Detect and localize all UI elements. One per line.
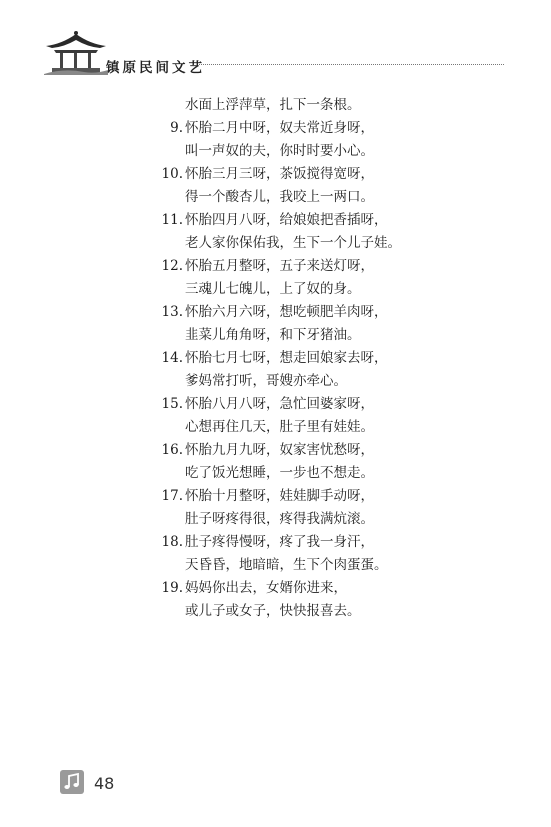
stanza-number: 14. [161,350,183,366]
poem-line-text: 水面上浮萍草，扎下一条根。 [185,97,361,113]
poem-line-text: 怀胎四月八呀，给娘娘把香插呀， [185,212,388,228]
poem-line [160,347,460,370]
poem-line-text: 怀胎十月整呀，娃娃脚手动呀， [185,488,374,504]
poem-line-text: 怀胎七月七呀，想走回娘家去呀， [185,350,388,366]
poem-line [160,94,460,117]
stanza-number: 12. [161,258,183,274]
poem-line [160,485,460,508]
poem-line [160,278,460,301]
page-header [44,30,504,75]
poem-line-text: 肚子呀疼得很，疼得我满炕滚。 [185,511,374,527]
pavilion-icon [44,30,108,75]
poem-line-text: 怀胎二月中呀，奴夫常近身呀， [185,120,374,136]
poem-line-text: 老人家你保佑我，生下一个儿子娃。 [185,235,401,251]
poem-line [160,163,460,186]
poem-line [160,439,460,462]
poem-line [160,140,460,163]
poem-line-text: 韭菜儿角角呀，和下牙猪油。 [185,327,361,343]
poem-line-text: 吃了饭光想睡，一步也不想走。 [185,465,374,481]
poem-line [160,508,460,531]
stanza-number: 10. [161,166,183,182]
stanza-number: 13. [161,304,183,320]
poem-line [160,554,460,577]
poem-line-text: 怀胎五月整呀，五子来送灯呀， [185,258,374,274]
poem-line-text: 怀胎八月八呀，急忙回婆家呀， [185,396,374,412]
stanza-number: 15. [161,396,183,412]
poem-line-text: 爹妈常打听，哥嫂亦牵心。 [185,373,347,389]
music-note-icon [60,770,84,794]
poem-line-text: 怀胎三月三呀，茶饭搅得宽呀， [185,166,374,182]
poem-line [160,232,460,255]
poem-line [160,531,460,554]
poem-line [160,186,460,209]
header-divider [199,64,504,65]
stanza-number: 19. [161,580,183,596]
page-footer [60,770,180,800]
poem-line-text: 心想再住几天，肚子里有娃娃。 [185,419,374,435]
poem-line-text: 怀胎九月九呀，奴家害忧愁呀， [185,442,374,458]
page-number: 48 [94,774,115,793]
stanza-number: 11. [161,212,183,228]
poem-line [160,209,460,232]
poem-line-text: 或儿子或女子，快快报喜去。 [185,603,361,619]
poem-line [160,117,460,140]
stanza-number: 18. [161,534,183,550]
stanza-number: 9. [170,120,183,136]
stanza-number: 16. [161,442,183,458]
poem-line-text: 天昏昏，地暗暗，生下个肉蛋蛋。 [185,557,388,573]
poem-line [160,600,460,623]
poem-line [160,462,460,485]
poem-line [160,370,460,393]
poem-line-text: 叫一声奴的夫，你时时要小心。 [185,143,374,159]
poem-text [160,94,460,623]
poem-line [160,577,460,600]
poem-line [160,416,460,439]
poem-line-text: 妈妈你出去，女婿你进来， [185,580,347,596]
poem-line [160,301,460,324]
poem-line-text: 怀胎六月六呀，想吃顿肥羊肉呀， [185,304,388,320]
poem-line [160,324,460,347]
book-title: 镇原民间文艺 [106,60,205,76]
poem-line-text: 三魂儿七魄儿，上了奴的身。 [185,281,361,297]
poem-line [160,393,460,416]
poem-line-text: 得一个酸杏儿，我咬上一两口。 [185,189,374,205]
poem-line [160,255,460,278]
poem-line-text: 肚子疼得慢呀，疼了我一身汗， [185,534,374,550]
stanza-number: 17. [161,488,183,504]
